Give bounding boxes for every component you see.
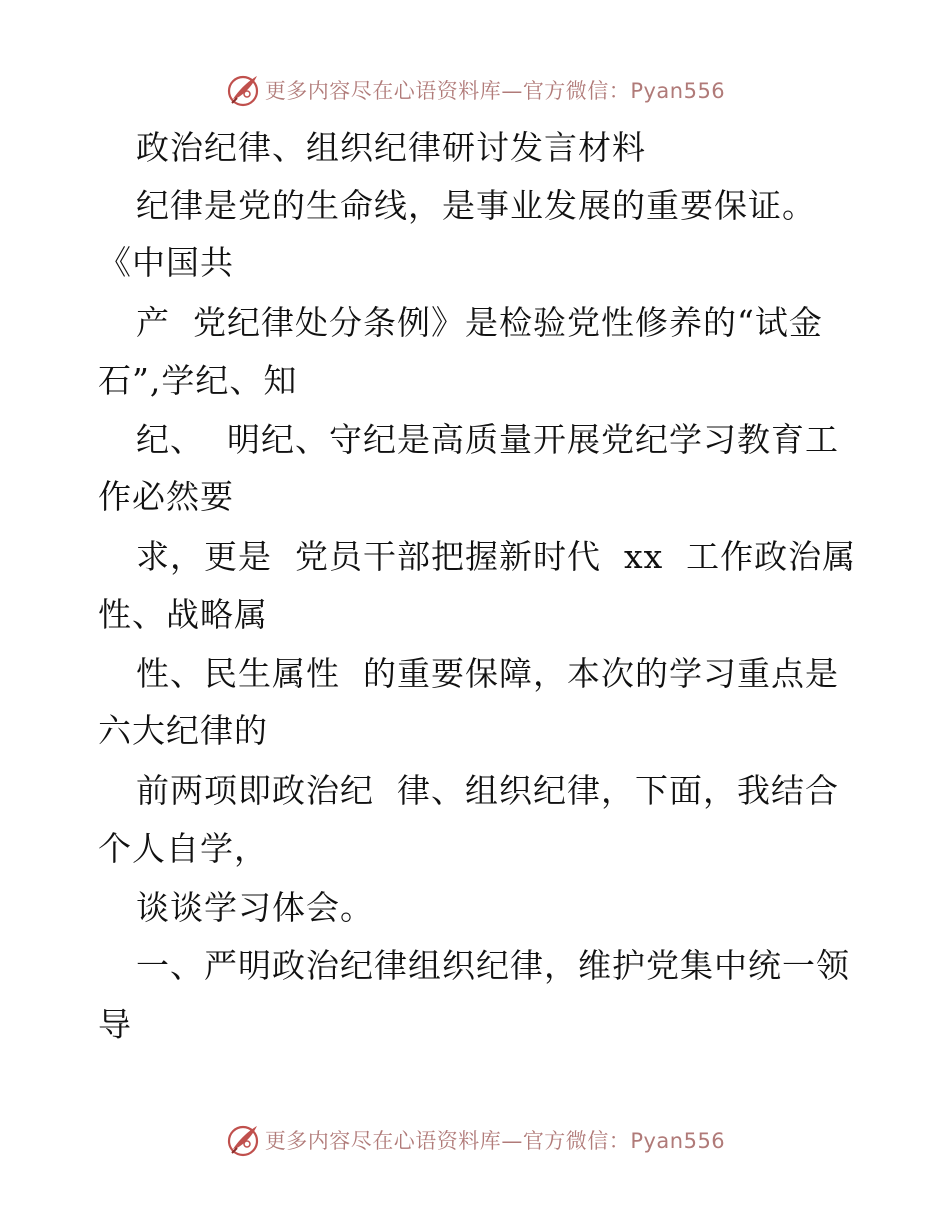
- watermark-wechat-id: Pyan556: [630, 79, 726, 103]
- paragraph-line: 谈谈学习体会。: [136, 888, 374, 927]
- watermark-wechat-label: 官方微信：: [522, 79, 631, 103]
- paragraph-line: 性、战略属: [98, 595, 268, 634]
- footer-watermark: [0, 1120, 950, 1160]
- quill-logo-icon: [225, 1122, 261, 1158]
- quill-logo-icon: [225, 72, 261, 108]
- watermark-wechat-label: 官方微信：: [522, 1129, 631, 1153]
- paragraph-line: 纪律是党的生命线，是事业发展的重要保证。: [136, 186, 816, 225]
- watermark-separator: —: [501, 79, 523, 103]
- watermark-wechat-id: Pyan556: [630, 1129, 726, 1153]
- paragraph-line: 求，更是 党员干部把握新时代 xx 工作政治属: [136, 537, 857, 576]
- paragraph-line: 六大纪律的: [98, 711, 268, 750]
- watermark-separator: —: [501, 1129, 523, 1153]
- watermark-slogan: 更多内容尽在心语资料库: [264, 1129, 502, 1153]
- paragraph-line: 纪、 明纪、守纪是高质量开展党纪学习教育工: [136, 420, 839, 459]
- paragraph-line: 产 党纪律处分条例》是检验党性修养的“试金: [136, 303, 823, 342]
- paragraph-line: 《中国共: [98, 243, 234, 282]
- paragraph-line: 石”,学纪、知: [98, 361, 298, 400]
- section-heading: 一、严明政治纪律组织纪律，维护党集中统一领: [136, 946, 850, 985]
- header-watermark: [0, 70, 950, 110]
- watermark-slogan: 更多内容尽在心语资料库: [264, 79, 502, 103]
- document-title: 政治纪律、组织纪律研讨发言材料: [136, 128, 646, 167]
- paragraph-line: 导: [98, 1005, 132, 1044]
- paragraph-line: 个人自学，: [98, 829, 268, 868]
- watermark-text: [265, 1125, 725, 1155]
- paragraph-line: 性、民生属性 的重要保障，本次的学习重点是: [136, 654, 839, 693]
- paragraph-line: 作必然要: [98, 477, 234, 516]
- watermark-text: [265, 75, 725, 105]
- paragraph-line: 前两项即政治纪 律、组织纪律，下面，我结合: [136, 771, 839, 810]
